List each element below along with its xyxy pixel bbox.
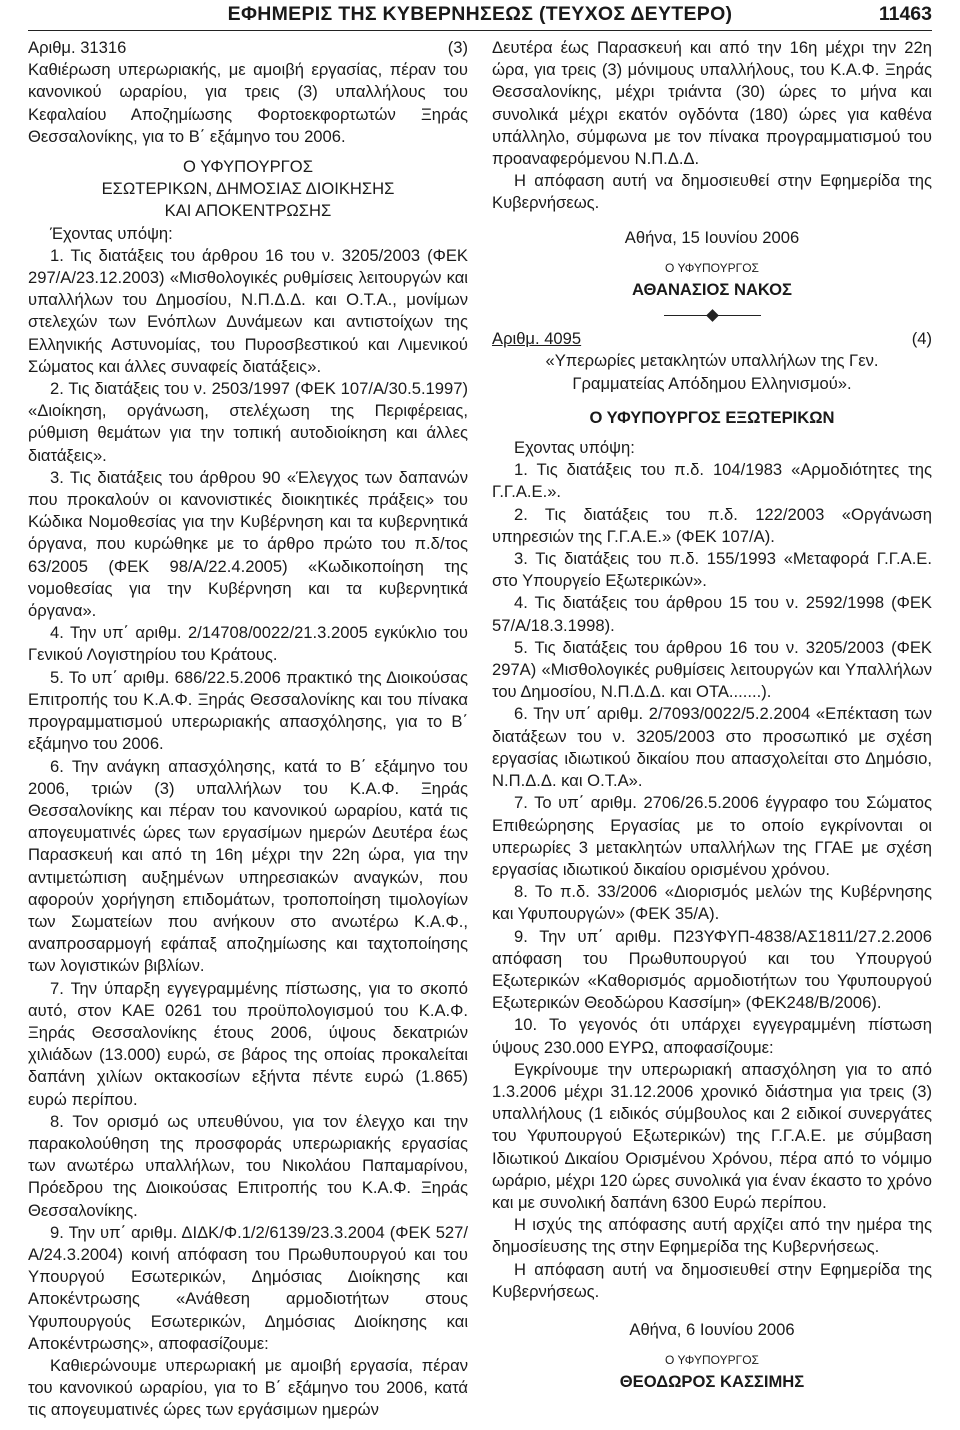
- having-regard-2: Εχοντας υπόψη:: [514, 438, 635, 458]
- decision-number: Αριθμ. 31316: [28, 38, 127, 57]
- gazette-title: ΕΦΗΜΕΡΙΣ ΤΗΣ ΚΥΒΕΡΝΗΣΕΩΣ (ΤΕΥΧΟΣ ΔΕΥΤΕΡΟ): [227, 3, 733, 25]
- place-date: Αθήνα, 15 Ιουνίου 2006: [624, 227, 800, 247]
- place-date-2: Αθήνα, 6 Ιουνίου 2006: [629, 1319, 795, 1339]
- section-separator: [492, 311, 932, 320]
- right-paragraph: Η απόφαση αυτή να δημοσιευθεί στην Εφημερίδα της Κυβερνήσεως.: [492, 1259, 932, 1301]
- minister-line-1: Ο ΥΦΥΠΟΥΡΓΟΣ: [183, 157, 313, 177]
- decision-tag: (3): [447, 38, 468, 57]
- decision-title: Καθιέρωση υπερωριακής, με αμοιβή εργασίας, πέραν του κανονικού ωραρίου, για τρεις (3) υπαλλήλους του Κεφαλαίου Αποζημίωσης Φορτοεκφορτωτών Ξηράς Θεσσαλονίκης, για το Β΄ εξάμηνο του 2006.: [28, 60, 468, 146]
- publish-order: Η απόφαση αυτή να δημοσιευθεί στην Εφημερίδα της Κυβερνήσεως.: [492, 171, 932, 213]
- minister-line-2: ΕΣΩΤΕΡΙΚΩΝ, ΔΗΜΟΣΙΑΣ ΔΙΟΙΚΗΣΗΣ: [101, 179, 395, 199]
- right-paragraph: 7. Το υπ΄ αριθμ. 2706/26.5.2006 έγγραφο του Σώματος Επιθεώρησης Εργασίας με το οποίο εγκρίνονται οι υπερωρίες 3 μετακλητών υπαλλήλων της ΓΓΑΕ με σχέση εργασίας ιδιωτικού δικαίου ορισμένου χρόνου.: [492, 793, 932, 879]
- left-paragraph: 9. Την υπ΄ αριθμ. ΔΙΔΚ/Φ.1/2/6139/23.3.2004 (ΦΕΚ 527/Α/24.3.2004) κοινή απόφαση του Πρωθυπουργού και του Υπουργού Εσωτερικών, Δημόσιας Διοίκησης και Αποκέντρωσης «Ανάθεση αρμοδιοτήτων στους Υφυπουργούς Εσωτερικών, Δημόσιας Διοίκησης και Αποκέντρωσης», αποφασίζουμε:: [28, 1222, 468, 1353]
- right-paragraph: Εγκρίνουμε την υπερωριακή απασχόληση για το από 1.3.2006 μέχρι 31.12.2006 χρονικό διάστημα για τρεις (3) υπαλλήλους (1 ειδικός σύμβουλος και 2 ειδικοί συνεργάτες του Υφυπουργού Εξωτερικών) της Γ.Γ.Α.Ε. με σύμβαση Ιδιωτικού Δικαίου Ορισμένου Χρόνου, πέρα από το νόμιμο ωράριο, μέχρι 120 ώρες συνολικά για έναν έκαστο το χρόνο και με συνολική δαπάνη 6300 Ευρώ περίπου.: [492, 1059, 932, 1212]
- decision-heading: [28, 37, 468, 59]
- right-paragraph: 1. Τις διατάξεις του π.δ. 104/1983 «Αρμοδιότητες της Γ.Γ.Α.Ε.».: [492, 460, 932, 502]
- decision2-number: Αριθμ. 4095: [492, 329, 582, 349]
- signer-name: ΑΘΑΝΑΣΙΟΣ ΝΑΚΟΣ: [631, 280, 793, 300]
- signer-title: Ο ΥΦΥΠΟΥΡΓΟΣ: [665, 260, 759, 275]
- decision2-heading: [492, 328, 932, 350]
- decision2-title: «Υπερωρίες μετακλητών υπαλλήλων της Γεν. Γραμματείας Απόδημου Ελληνισμού».: [545, 351, 879, 393]
- left-paragraph: 1. Τις διατάξεις του άρθρου 16 του ν. 3205/2003 (ΦΕΚ 297/Α/23.12.2003) «Μισθολογικές ρυθμίσεις λειτουργών και υπαλλήλων του Δημοσίου, Ν.Π.Δ.Δ. και Ο.Τ.Α., μονίμων στελεχών των Ενόπλων Δυνάμεων και αντιστοίχων της Ελληνικής Αστυνομίας, του Πυροσβεστικού και Λιμενικού Σώματος και άλλες συναφείς διατάξεις».: [28, 245, 468, 376]
- left-paragraph: 4. Την υπ΄ αριθμ. 2/14708/0022/21.3.2005 εγκύκλιο του Γενικού Λογιστηρίου του Κράτους.: [28, 623, 468, 665]
- left-paragraph: 2. Τις διατάξεις του ν. 2503/1997 (ΦΕΚ 107/Α/30.5.1997) «Διοίκηση, οργάνωση, στελέχωση της Περιφέρειας, ρύθμιση θεμάτων για την τοπική αυτοδιοίκηση και άλλες διατάξεις».: [28, 379, 468, 465]
- right-paragraph: 5. Τις διατάξεις του άρθρου 16 του ν. 3205/2003 (ΦΕΚ 297Α) «Μισθολογικές ρυθμίσεις λειτουργών και Υπαλλήλων του Δημοσίου, Ν.Π.Δ.Δ. και ΟΤΑ.......).: [492, 637, 932, 702]
- minister2: Ο ΥΦΥΠΟΥΡΓΟΣ ΕΞΩΤΕΡΙΚΩΝ: [589, 407, 835, 427]
- page-header: [28, 0, 932, 31]
- left-paragraph: Καθιερώνουμε υπερωριακή με αμοιβή εργασία, πέραν του κανονικού ωραρίου, για το Β΄ εξάμηνο του 2006, κατά τις απογευματινές ώρες των εργάσιμων ημερών: [28, 1355, 468, 1420]
- diamond-icon: [706, 309, 719, 322]
- having-regard: Έχοντας υπόψη:: [50, 223, 173, 243]
- minister-line-3: ΚΑΙ ΑΠΟΚΕΝΤΡΩΣΗΣ: [164, 201, 332, 221]
- continuation-text: Δευτέρα έως Παρασκευή και από την 16η μέχρι την 22η ώρα, για τρεις (3) μόνιμους υπαλλήλους, του Κ.Α.Φ. Ξηράς Θεσσαλονίκης, μέχρι τριάντα (30) ώρες το μήνα και συνολικά μέχρι εκατόν ογδόντα (180) ώρες για καθένα υπάλληλο, σύμφωνα με τον πίνακα προγραμματισμού του προαναφερόμενου Ν.Π.Δ.Δ.: [492, 38, 932, 169]
- right-paragraph: 10. Το γεγονός ότι υπάρχει εγγεγραμμένη πίστωση ύψους 230.000 ΕΥΡΩ, αποφασίζουμε:: [492, 1015, 932, 1057]
- right-paragraph: 2. Τις διατάξεις του π.δ. 122/2003 «Οργάνωση υπηρεσιών της Γ.Γ.Α.Ε.» (ΦΕΚ 107/Α).: [492, 504, 932, 546]
- left-paragraph: 5. Το υπ΄ αριθμ. 686/22.5.2006 πρακτικό της Διοικούσας Επιτροπής του Κ.Α.Φ. Ξηράς Θεσσαλονίκης και του πίνακα προγραμματισμού υπερωριακής απασχόλησης, για το Β΄ εξάμηνο του 2006.: [28, 667, 468, 754]
- left-paragraph: 3. Τις διατάξεις του άρθρου 90 «Έλεγχος των δαπανών που προκαλούν οι κανονιστικές διοικητικές πράξεις» του Κώδικα Νομοθεσίας για την Κυβέρνηση και τα κυβερνητικά όργανα, που κυρώθηκε με το άρθρο πρώτο του π.δ/τος 63/2005 (ΦΕΚ 98/Α/22.4.2005) «Κωδικοποίηση της νομοθεσίας για την Κυβέρνηση και τα κυβερνητικά όργανα».: [28, 467, 468, 621]
- decision2-tag: (4): [911, 329, 932, 349]
- left-paragraph: 7. Την ύπαρξη εγγεγραμμένης πίστωσης, για το σκοπό αυτό, στον ΚΑΕ 0261 του προϋπολογισμού του Κ.Α.Φ. Ξηράς Θεσσαλονίκης έτους 2006, ύψους δεκατριών χιλιάδων (13.000) ευρώ, σε βάρος της οποίας προκαλείται δαπάνη χιλίων οκτακοσίων εξήντα πέντε ευρώ (1.865) ευρώ περίπου.: [28, 978, 468, 1109]
- left-paragraph: 8. Τον ορισμό ως υπευθύνου, για τον έλεγχο και την παρακολούθηση της προσφοράς υπερωριακής εργασίας των ανωτέρω υπαλλήλων, του Νικολάου Παπαμαρίνου, Πρόεδρου της Διοικούσας Επιτροπής του Κ.Α.Φ. Ξηράς Θεσσαλονίκης.: [28, 1111, 468, 1220]
- right-paragraph: Η ισχύς της απόφασης αυτή αρχίζει από την ημέρα της δημοσίευσης της στην Εφημερίδα της Κυβερνήσεως.: [492, 1215, 932, 1257]
- right-paragraph: 4. Τις διατάξεις του άρθρου 15 του ν. 2592/1998 (ΦΕΚ 57/Α/18.3.1998).: [492, 593, 932, 635]
- signer2-name: ΘΕΟΔΩΡΟΣ ΚΑΣΣΙΜΗΣ: [619, 1372, 805, 1392]
- left-column: [28, 37, 468, 1422]
- right-paragraph: 9. Την υπ΄ αριθμ. Π23ΥΦΥΠ-4838/ΑΣ1811/27.2.2006 απόφαση του Πρωθυπουργού και του Υπουργού Εξωτερικών «Καθορισμός αρμοδιοτήτων του Υφυπουργού Εξωτερικών Θεοδώρου Κασσίμη» (ΦΕΚ248/Β/2006).: [492, 926, 932, 1013]
- left-paragraph: 6. Την ανάγκη απασχόλησης, κατά το Β΄ εξάμηνο του 2006, τριών (3) υπαλλήλων του Κ.Α.Φ. Ξηράς Θεσσαλονίκης και πέραν του κανονικού ωραρίου, κατά τις απογευματινές ώρες των εργασίμων ημερών Δευτέρα έως Παρασκευή και από τη 16η μέχρι την 22η ώρα, για την αντιμετώπιση αυξημένων υπηρεσιακών αναγκών, που αφορούν χορήγηση επιδομάτων, τροποποίηση τιμολογίων των Σωματείων που ανήκουν στο ανωτέρω Κ.Α.Φ., αναπροσαρμογή εφάπαξ αποζημίωσης και ταχτοποίησης των λογιστικών βιβλίων.: [28, 756, 468, 976]
- page-number: 11463: [878, 3, 932, 25]
- right-column: [492, 37, 932, 1394]
- right-paragraph: 3. Τις διατάξεις του π.δ. 155/1993 «Μεταφορά Γ.Γ.Α.Ε. στο Υπουργείο Εξωτερικών».: [492, 549, 932, 591]
- right-paragraph: 8. Το π.δ. 33/2006 «Διορισμός μελών της Κυβέρνησης και Υφυπουργών» (ΦΕΚ 35/Α).: [492, 882, 932, 924]
- right-paragraph: 6. Την υπ΄ αριθμ. 2/7093/0022/5.2.2004 «Επέκταση των διατάξεων του ν. 3205/2003 στο προσωπικό με σχέση εργασίας ιδιωτικού δικαίου που απασχολείται στο Δημόσιο, Ν.Π.Δ.Δ. και Ο.Τ.Α».: [492, 704, 932, 791]
- signer2-title: Ο ΥΦΥΠΟΥΡΓΟΣ: [665, 1353, 759, 1368]
